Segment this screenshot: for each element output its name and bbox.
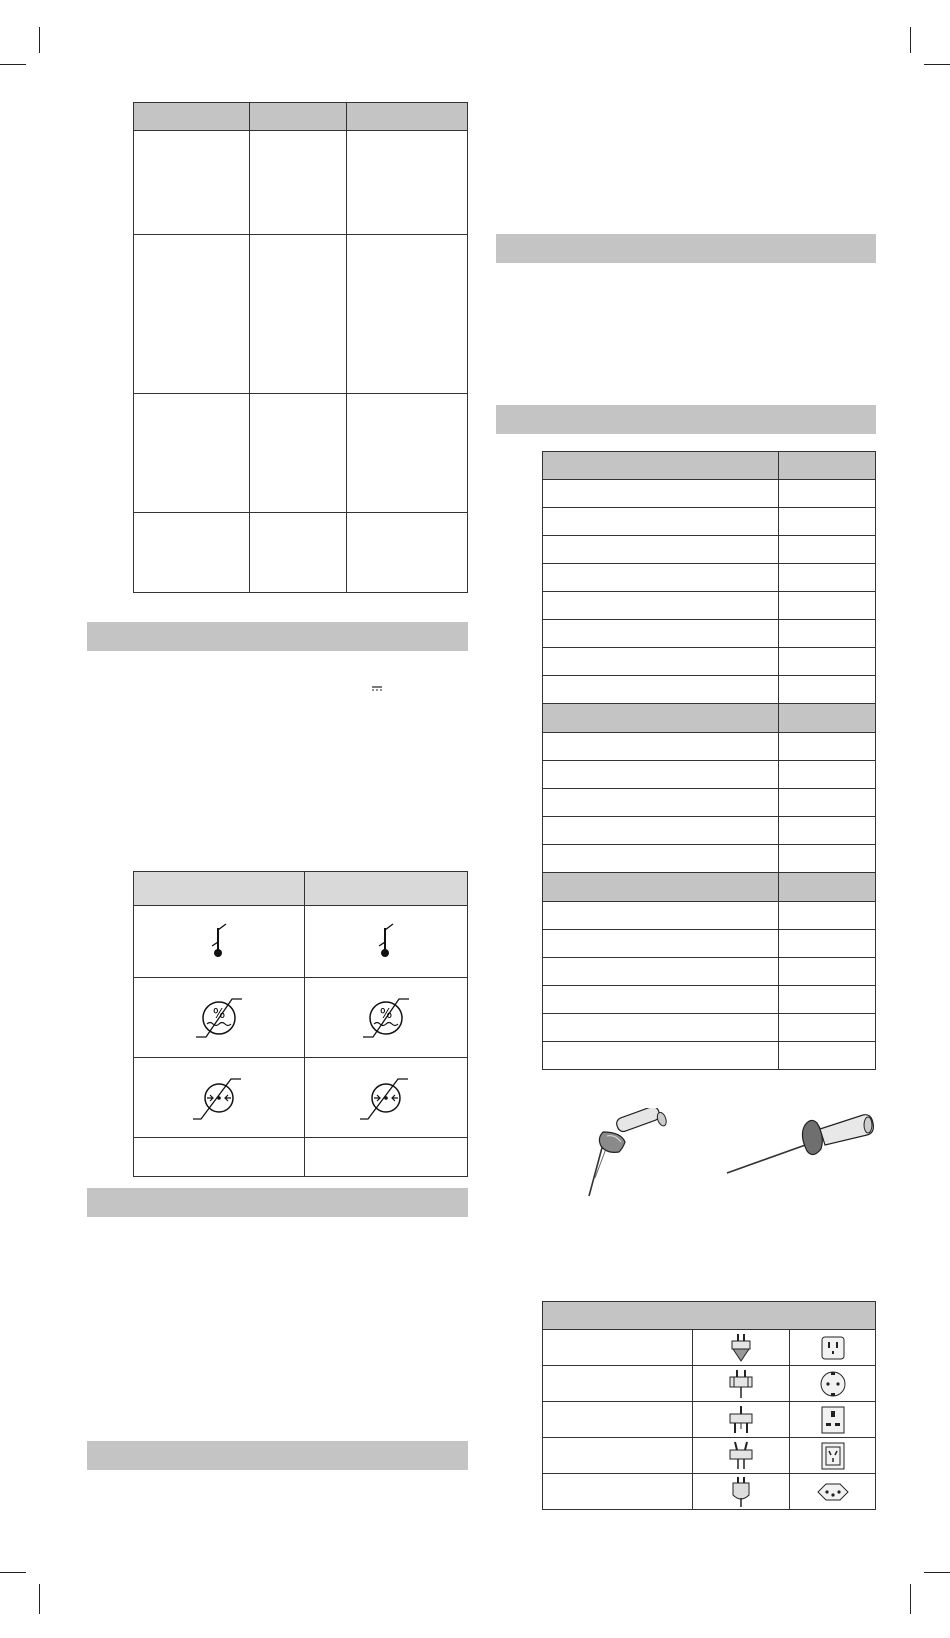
- table-header-cell: [134, 872, 305, 906]
- plug-type-c-icon: [728, 1369, 754, 1399]
- table-row: [134, 906, 468, 978]
- table-row: [543, 958, 876, 986]
- table-row: [543, 620, 876, 648]
- atmospheric-pressure-limit-icon: [191, 1073, 247, 1123]
- table-row: [543, 789, 876, 817]
- humidity-limit-icon: [361, 993, 411, 1043]
- crop-mark: [924, 64, 950, 65]
- left-top-table: [133, 102, 468, 593]
- table-row: [543, 536, 876, 564]
- table-row: [543, 845, 876, 873]
- socket-type-i-icon: [820, 1441, 846, 1471]
- table-group-header: [543, 873, 876, 902]
- table-row: [543, 1366, 876, 1402]
- plug-type-a-icon: [730, 1333, 752, 1363]
- plug-type-g-icon: [728, 1405, 754, 1435]
- table-header-cell: [543, 1302, 876, 1330]
- crop-mark: [910, 27, 911, 53]
- humidity-limit-icon: [194, 993, 244, 1043]
- plug-type-i-icon: [728, 1441, 754, 1471]
- table-row: [134, 978, 468, 1058]
- table-header-cell: [305, 872, 468, 906]
- table-row: [543, 761, 876, 789]
- section-heading-bar: [87, 1441, 468, 1470]
- section-heading-bar: [496, 405, 876, 434]
- environment-limits-table: [133, 871, 468, 1177]
- table-row: [134, 1058, 468, 1138]
- svg-text:%: %: [212, 1006, 226, 1022]
- table-row: [543, 1042, 876, 1070]
- crop-mark: [39, 1584, 40, 1614]
- table-row: [543, 648, 876, 676]
- section-heading-bar: [87, 1188, 468, 1217]
- crop-mark: [0, 64, 26, 65]
- dc-symbol-icon: [372, 686, 382, 691]
- temperature-limit-icon: [371, 922, 401, 962]
- socket-type-g-icon: [820, 1405, 846, 1435]
- table-row: [543, 592, 876, 620]
- plug-socket-table: [542, 1301, 876, 1510]
- table-header-cell: [134, 103, 250, 131]
- table-row: [543, 1474, 876, 1510]
- table-row: [134, 131, 468, 235]
- section-heading-bar: [87, 622, 468, 651]
- socket-type-f-icon: [818, 1369, 848, 1399]
- table-row: [543, 902, 876, 930]
- socket-type-b-icon: [820, 1335, 846, 1361]
- svg-text:%: %: [379, 1006, 393, 1022]
- table-row: [134, 235, 468, 394]
- crop-mark: [39, 27, 40, 53]
- rectal-probe-illustration: [725, 1113, 875, 1175]
- section-heading-bar: [496, 234, 876, 263]
- table-row: [543, 480, 876, 508]
- temperature-limit-icon: [204, 922, 234, 962]
- socket-type-j-icon: [816, 1482, 850, 1502]
- atmospheric-pressure-limit-icon: [358, 1073, 414, 1123]
- table-header-cell: [779, 452, 876, 480]
- table-row: [134, 1138, 468, 1177]
- crop-mark: [0, 1572, 26, 1573]
- table-row: [543, 733, 876, 761]
- table-row: [543, 1438, 876, 1474]
- table-header-cell: [250, 103, 347, 131]
- table-row: [543, 508, 876, 536]
- table-group-header: [543, 704, 876, 733]
- table-row: [543, 1330, 876, 1366]
- table-row: [543, 930, 876, 958]
- oral-probe-illustration: [585, 1108, 675, 1198]
- table-row: [543, 986, 876, 1014]
- table-row: [543, 564, 876, 592]
- specifications-table: [542, 451, 876, 1070]
- table-row: [543, 817, 876, 845]
- crop-mark: [910, 1584, 911, 1614]
- table-row: [543, 676, 876, 704]
- table-header-cell: [543, 452, 779, 480]
- table-row: [134, 394, 468, 513]
- table-header-cell: [347, 103, 468, 131]
- crop-mark: [924, 1572, 950, 1573]
- table-row: [134, 513, 468, 593]
- plug-type-j-icon: [730, 1476, 752, 1508]
- table-row: [543, 1402, 876, 1438]
- table-row: [543, 1014, 876, 1042]
